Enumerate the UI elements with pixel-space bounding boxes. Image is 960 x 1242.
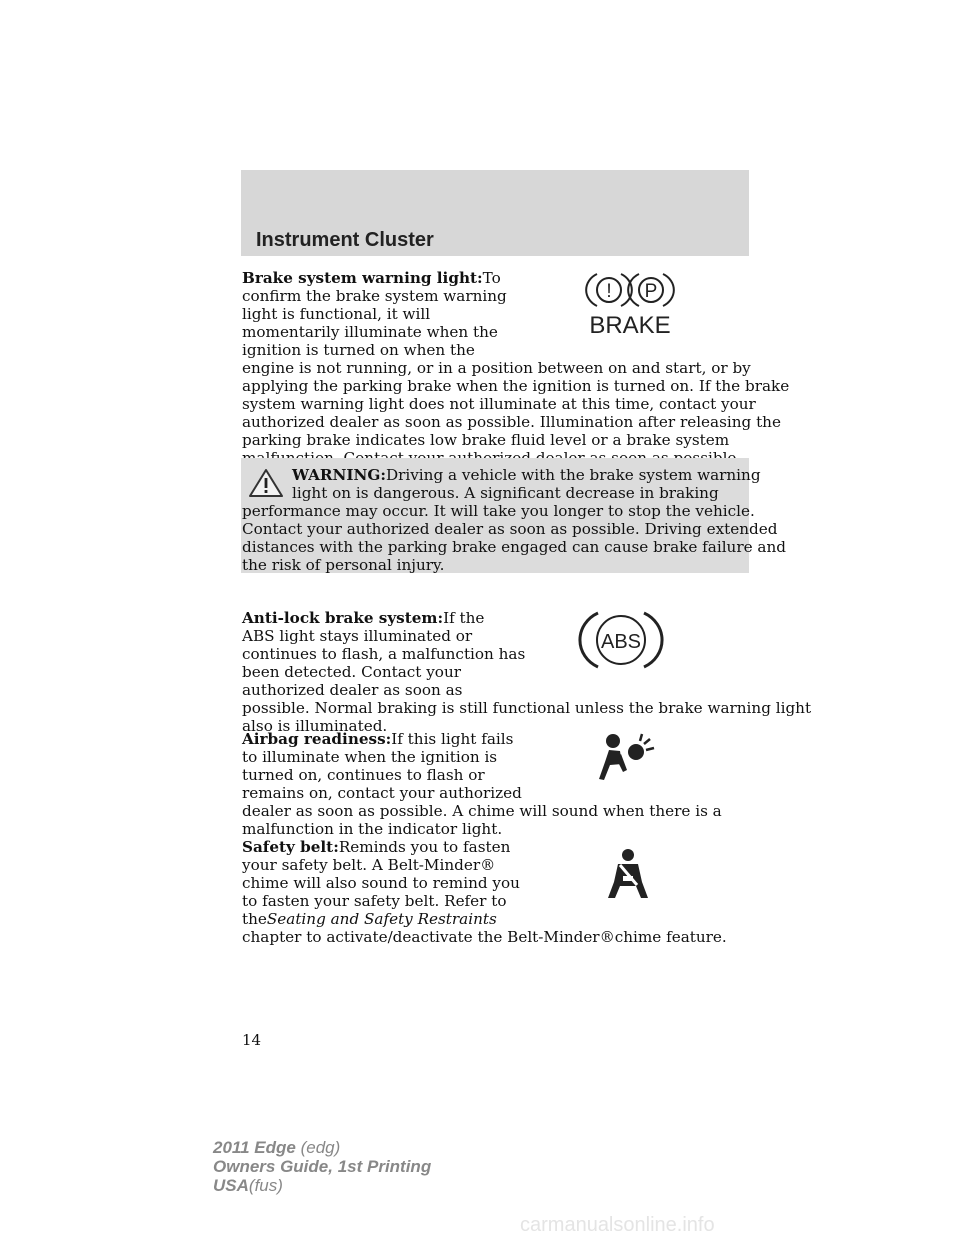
airbag-paragraph: Airbag readiness:If this light fails to illuminate when the ignition is turned on, continues to flash or remains on, contact your authorized dealer as soon as possible. A chime will sound when there is a malfunction in the indicator light.	[242, 730, 722, 838]
page-number: 14	[242, 1031, 262, 1049]
brake-paragraph: Brake system warning light:To confirm the brake system warning light is functional, it will momentarily illuminate when the ignition is turned on when the engine is not running, or in a position between on and start, or by applying the parking brake when the ignition is turned on. If the brake system warning light does not illuminate at this time, contact your authorized dealer as soon as possible. Illumination after releasing the parking brake indicates low brake fluid level or a brake system	[242, 269, 790, 449]
warning-lines: performance may occur. It will take you longer to stop the vehicle. Contact your authorized dealer as soon as possible. Driving extended distances with the parking brake engaged can cause brake failure and the risk of personal injury.	[242, 502, 786, 574]
warning-heading: WARNING:	[292, 466, 386, 484]
warning-lines-indented: WARNING:Driving a vehicle with the brake system warning light on is dangerous. A significant decrease in braking	[292, 466, 761, 502]
svg-text:!: !	[606, 281, 612, 302]
abs-paragraph: Anti-lock brake system:If the ABS light stays illuminated or continues to flash, a malfunction has been detected. Contact your authorized dealer as soon as possible. Normal braking is still functional unless the brake warning light also is illuminated.	[242, 609, 812, 735]
svg-text:P: P	[644, 281, 658, 302]
watermark-text: carmanualsonline.info	[520, 1214, 715, 1236]
airbag-warning-icon	[598, 732, 656, 782]
belt-paragraph: Safety belt:Reminds you to fasten your safety belt. A Belt-Minder® chime will also sound to remind you to fasten your safety belt. Refer to theSeating and Safety Restraints chapter to activate/deactivate the Belt-Minder®chime feature.	[242, 838, 727, 946]
brake-warning-icon	[584, 270, 676, 339]
abs-warning-icon	[584, 608, 658, 672]
airbag-heading: Airbag readiness:	[242, 730, 392, 748]
warning-triangle-icon	[248, 468, 284, 498]
svg-text:BRAKE: BRAKE	[589, 312, 671, 339]
document-footer: 2011 Edge (edg) Owners Guide, 1st Printing USA(fus)	[213, 1138, 432, 1195]
abs-heading: Anti-lock brake system:	[242, 609, 444, 627]
section-title: Instrument Cluster	[256, 229, 434, 251]
belt-heading: Safety belt:	[242, 838, 339, 856]
brake-heading: Brake system warning light:	[242, 269, 483, 287]
svg-text:ABS: ABS	[600, 631, 642, 653]
safety-belt-icon	[604, 848, 652, 900]
